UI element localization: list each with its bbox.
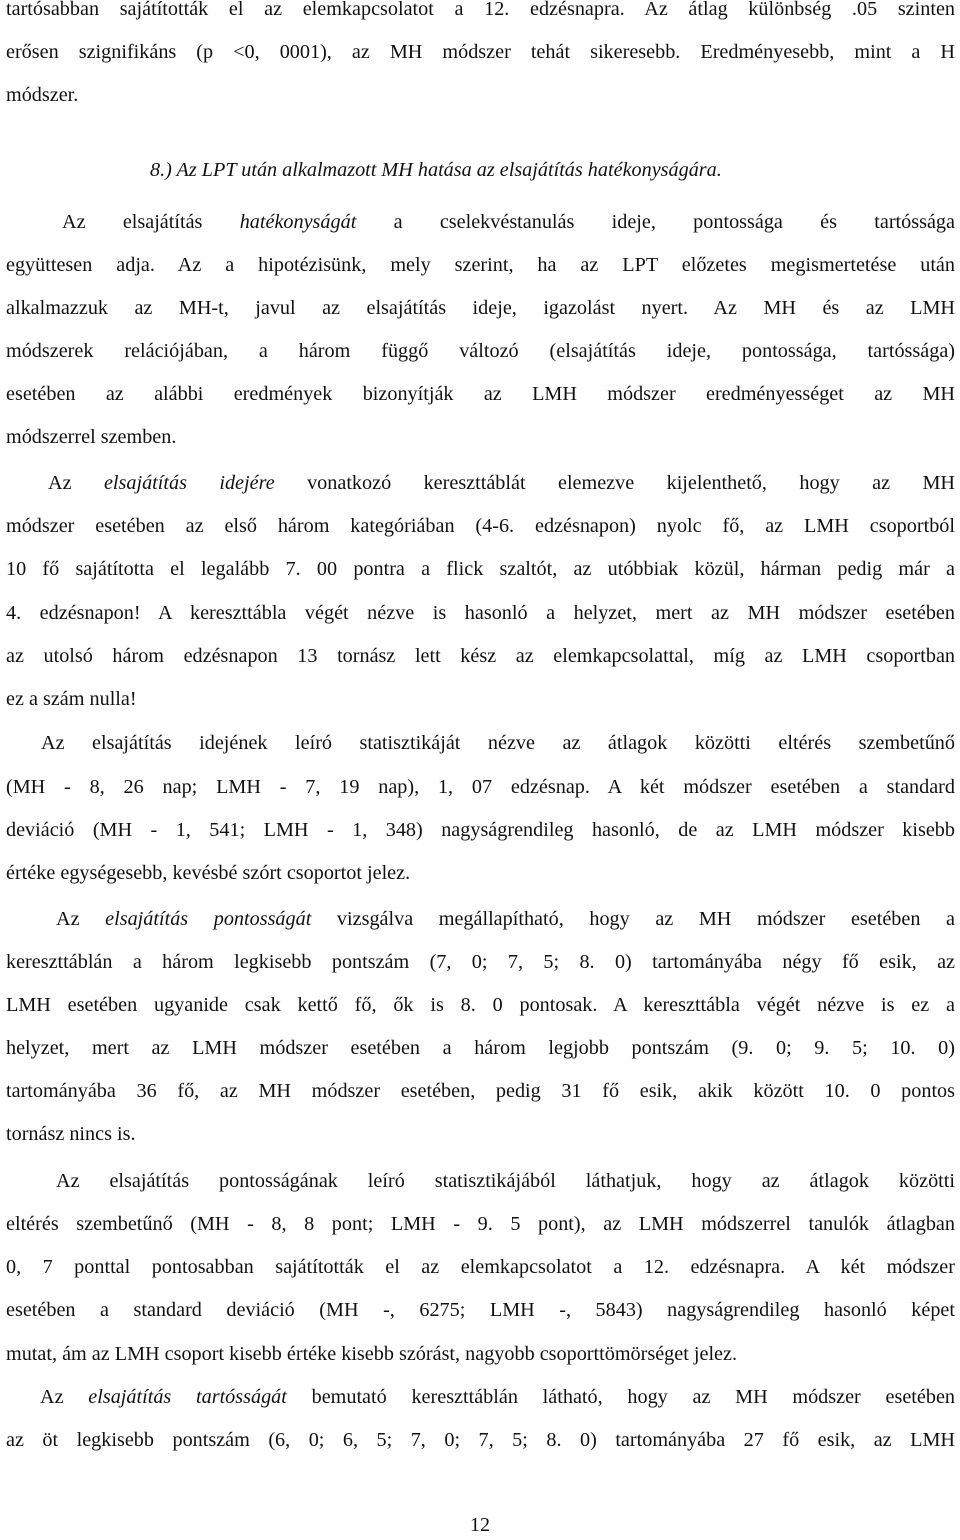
text-line bbox=[6, 990, 955, 1020]
text-line bbox=[6, 336, 955, 366]
text-span: Az bbox=[56, 908, 106, 930]
text-line bbox=[6, 379, 955, 409]
text-line bbox=[6, 293, 955, 323]
text-line bbox=[6, 947, 955, 977]
text-span: tartományába 36 fő, az MH módszer esetében, pedig 31 fő esik, akik között 10. 0 pontos bbox=[6, 1080, 955, 1102]
text-span: helyzet, mert az LMH módszer esetében a három legjobb pontszám (9. 0; 9. 5; 10. 0) bbox=[6, 1037, 955, 1059]
text-line bbox=[56, 904, 955, 934]
page-number: 12 bbox=[470, 1514, 490, 1536]
text-span: Az bbox=[48, 472, 104, 494]
text-span: módszerrel szemben. bbox=[6, 426, 177, 448]
text-line bbox=[6, 858, 955, 888]
text-line bbox=[6, 554, 955, 584]
text-line bbox=[6, 772, 955, 802]
text-span: az öt legkisebb pontszám (6, 0; 6, 5; 7, 0; 7, 5; 8. 0) tartományába 27 fő esik, az LMH bbox=[6, 1429, 955, 1451]
text-span: értéke egységesebb, kevésbé szórt csoportot jelez. bbox=[6, 862, 411, 884]
text-span: módszerek relációjában, a három függő változó (elsajátítás ideje, pontossága, tartóssága) bbox=[6, 340, 955, 362]
text-line bbox=[6, 422, 955, 452]
text-line bbox=[40, 1382, 955, 1412]
text-span: 0, 7 ponttal pontosabban sajátították el az elemkapcsolatot a 12. edzésnapra. A két módszer bbox=[6, 1256, 955, 1278]
text-line bbox=[6, 1252, 955, 1282]
text-line bbox=[6, 641, 955, 671]
text-line bbox=[6, 1425, 955, 1455]
text-span: mutat, ám az LMH csoport kisebb értéke kisebb szórást, nagyobb csoporttömörséget jelez. bbox=[6, 1343, 738, 1365]
italic-text: 8.) Az LPT után alkalmazott MH hatása az elsajátítás hatékonyságára. bbox=[150, 159, 722, 181]
text-span: eltérés szembetűnő (MH - 8, 8 pont; LMH - 9. 5 pont), az LMH módszerrel tanulók átlagban bbox=[6, 1213, 955, 1235]
text-line bbox=[6, 1076, 955, 1106]
text-span: módszer esetében az első három kategóriában (4-6. edzésnapon) nyolc fő, az LMH csoportból bbox=[6, 515, 955, 537]
text-line bbox=[6, 1209, 955, 1239]
text-line bbox=[6, 1295, 955, 1325]
text-span: tartósabban sajátították el az elemkapcsolatot a 12. edzésnapra. Az átlag különbség .05 szinten bbox=[6, 0, 955, 20]
italic-text: hatékonyságát bbox=[239, 211, 357, 233]
text-span: 10 fő sajátította el legalább 7. 00 pontra a flick szaltót, az utóbbiak közül, hárman pedig már a bbox=[6, 558, 955, 580]
text-span: kereszttáblán a három legkisebb pontszám (7, 0; 7, 5; 8. 0) tartományába négy fő esik, az bbox=[6, 951, 955, 973]
text-line bbox=[6, 1119, 955, 1149]
text-line bbox=[6, 815, 955, 845]
italic-text: elsajátítás pontosságát bbox=[105, 908, 312, 930]
text-line bbox=[6, 598, 955, 628]
text-span: (MH - 8, 26 nap; LMH - 7, 19 nap), 1, 07 edzésnap. A két módszer esetében a standard bbox=[6, 776, 955, 798]
text-span: Az elsajátítás bbox=[62, 211, 240, 233]
text-line bbox=[6, 37, 955, 67]
text-line bbox=[6, 1033, 955, 1063]
text-span: esetében az alábbi eredmények bizonyítják az LMH módszer eredményességet az MH bbox=[6, 383, 955, 405]
text-line bbox=[6, 80, 955, 110]
text-line bbox=[6, 684, 955, 714]
text-line bbox=[41, 728, 955, 758]
text-line bbox=[56, 1166, 955, 1196]
text-span: Az bbox=[40, 1386, 89, 1408]
text-span: erősen szignifikáns (p <0, 0001), az MH módszer tehát sikeresebb. Eredményesebb, mint a H bbox=[6, 41, 955, 63]
text-span: LMH esetében ugyanide csak kettő fő, ők is 8. 0 pontosak. A kereszttábla végét nézve is ez a bbox=[6, 994, 955, 1016]
text-span: Az elsajátítás pontosságának leíró statisztikájából láthatjuk, hogy az átlagok közötti bbox=[56, 1170, 955, 1192]
text-span: bemutató kereszttáblán látható, hogy az MH módszer esetében bbox=[286, 1386, 955, 1408]
text-span: 4. edzésnapon! A kereszttábla végét nézve is hasonló a helyzet, mert az MH módszer esetében bbox=[6, 602, 955, 624]
text-line bbox=[6, 1339, 955, 1369]
italic-text: elsajátítás idejére bbox=[103, 472, 275, 494]
text-line bbox=[6, 511, 955, 541]
italic-text: elsajátítás tartósságát bbox=[88, 1386, 287, 1408]
text-line bbox=[62, 207, 955, 237]
text-span: deviáció (MH - 1, 541; LMH - 1, 348) nagyságrendileg hasonló, de az LMH módszer kisebb bbox=[6, 819, 955, 841]
text-span: a cselekvéstanulás ideje, pontossága és tartóssága bbox=[356, 211, 955, 233]
text-line bbox=[150, 155, 955, 185]
text-span: vonatkozó kereszttáblát elemezve kijelenthető, hogy az MH bbox=[274, 472, 955, 494]
text-span: Az elsajátítás idejének leíró statisztikáját nézve az átlagok közötti eltérés szembetűnő bbox=[41, 732, 955, 754]
text-span: ez a szám nulla! bbox=[6, 688, 137, 710]
text-span: módszer. bbox=[6, 84, 79, 106]
text-span: együttesen adja. Az a hipotézisünk, mely szerint, ha az LPT előzetes megismertetése után bbox=[6, 254, 955, 276]
text-line bbox=[6, 0, 955, 24]
text-span: az utolsó három edzésnapon 13 tornász lett kész az elemkapcsolattal, míg az LMH csoportban bbox=[6, 645, 955, 667]
text-span: alkalmazzuk az MH-t, javul az elsajátítás ideje, igazolást nyert. Az MH és az LMH bbox=[6, 297, 955, 319]
text-line bbox=[6, 250, 955, 280]
text-span: vizsgálva megállapítható, hogy az MH módszer esetében a bbox=[311, 908, 955, 930]
text-span: esetében a standard deviáció (MH -, 6275; LMH -, 5843) nagyságrendileg hasonló képet bbox=[6, 1299, 955, 1321]
text-line bbox=[48, 468, 955, 498]
text-span: tornász nincs is. bbox=[6, 1123, 136, 1145]
